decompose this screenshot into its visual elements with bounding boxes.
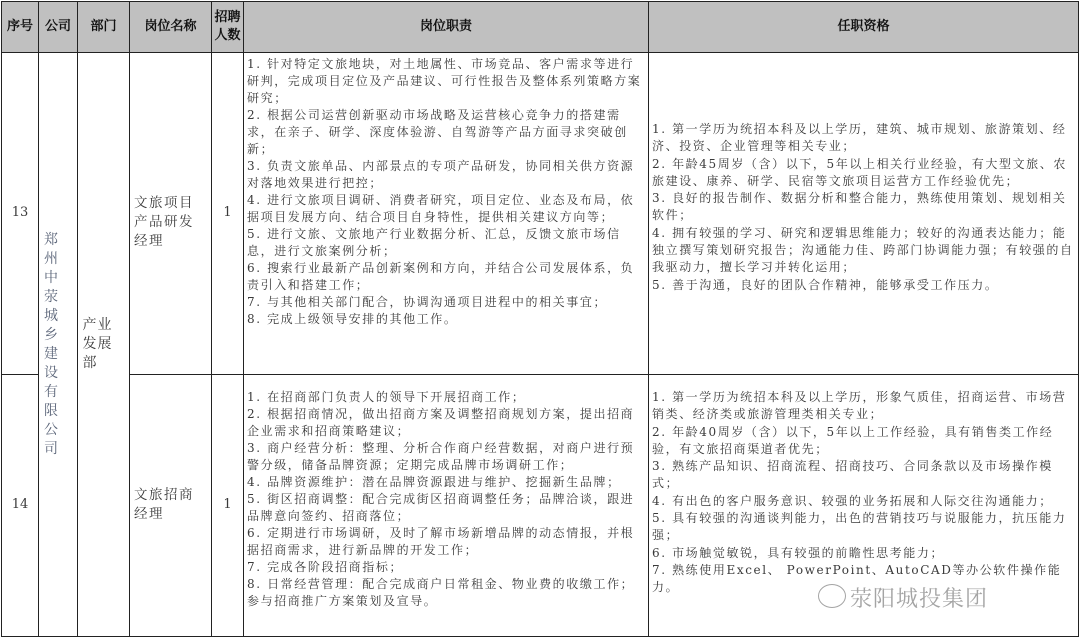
duty-item: 1. 针对特定文旅地块，对土地属性、市场竞品、客户需求等进行研判，完成项目定位及产品建议、可行性报告及整体系列策略方案研究；: [247, 57, 642, 105]
requirement-item: 6. 市场触觉敏锐，具有较强的前瞻性思考能力；: [652, 545, 945, 560]
duty-item: 1. 在招商部门负责人的领导下开展招商工作；: [247, 390, 526, 404]
requirement-item: 7. 熟练使用Excel、 PowerPoint、AutoCAD等办公软件操作能力。: [652, 562, 1062, 595]
table-row: [2, 53, 1079, 375]
duty-item: 5. 进行文旅、文旅地产行业数据分析、汇总，反馈文旅市场信息，进行文旅案例分析；: [247, 227, 621, 258]
table-header-row: [2, 2, 1079, 53]
duty-item: 6. 搜索行业最新产品创新案例和方向，并结合公司发展体系，负责引入和搭建工作；: [247, 261, 635, 292]
requirement-item: 1. 第一学历为统招本科及以上学历，建筑、城市规划、旅游策划、经济、投资、企业管理等相关专业；: [652, 122, 1067, 154]
dept-name: 产业发展部: [82, 317, 113, 371]
requirement-item: 5. 具有较强的沟通谈判能力，出色的营销技巧与说服能力，抗压能力强；: [652, 511, 1067, 543]
duties-cell: [244, 53, 649, 375]
header-requirements: 任职资格: [649, 2, 1079, 53]
position-cell: 文旅招商经理: [130, 375, 212, 637]
duty-item: 2. 根据公司运营创新驱动市场战略及运营核心竞争力的搭建需求，在亲子、研学、深度体验游、自驾游等产品方面寻求突破创新；: [247, 108, 628, 156]
requirement-item: 5. 善于沟通，良好的团队合作精神，能够承受工作压力。: [652, 277, 999, 292]
header-duties: 岗位职责: [244, 2, 649, 53]
header-count: [212, 2, 244, 53]
duty-item: 3. 商户经营分析：整理、分析合作商户经营数据，对商户进行预警分级，储备品牌资源；定期完成品牌市场调研工作；: [247, 441, 635, 472]
requirement-item: 4. 拥有较强的学习、研究和逻辑思维能力；较好的沟通表达能力；能独立撰写策划研究报告；沟通能力佳、跨部门协调能力强；有较强的自我驱动力，擅长学习并转化运用；: [652, 225, 1074, 275]
requirement-item: 1. 第一学历为统招本科及以上学历，形象气质佳，招商运营、市场营销类、经济类或旅游管理类相关专业；: [652, 390, 1067, 422]
duty-item: 3. 负责文旅单品、内部景点的专项产品研发，协同相关供方资源对落地效果进行把控；: [247, 159, 635, 190]
duty-item: 7. 完成各阶段招商指标；: [247, 560, 404, 574]
position-cell: 文旅项目产品研发经理: [130, 53, 212, 375]
header-seq: 序号: [2, 2, 39, 53]
requirement-item: 3. 熟练产品知识、招商流程、招商技巧、合同条款以及市场操作模式；: [652, 459, 1053, 491]
seq-cell: 13: [2, 53, 39, 375]
count-cell: 1: [212, 375, 244, 637]
company-name: 郑州中荥城乡建设有限公司: [44, 231, 60, 457]
company-cell: [39, 53, 78, 637]
duty-item: 6. 定期进行市场调研，及时了解市场新增品牌的动态情报，并根据招商需求，进行新品牌的开发工作；: [247, 526, 635, 557]
duties-cell: [244, 375, 649, 637]
job-table: [1, 1, 1079, 637]
requirement-item: 2. 年龄45周岁（含）以下，5年以上相关行业经验，有大型文旅、农旅建设、康养、研学、民宿等文旅项目运营方工作经验优先；: [652, 156, 1067, 188]
header-count-label: 招聘人数: [214, 10, 241, 43]
duty-item: 2. 根据招商情况，做出招商方案及调整招商规划方案，提出招商企业需求和招商策略建议；: [247, 407, 635, 438]
requirement-item: 2. 年龄40周岁（含）以下，5年以上工作经验，具有销售类工作经验，有文旅招商渠道者优先；: [652, 424, 1054, 456]
header-company: 公司: [39, 2, 78, 53]
header-position: 岗位名称: [130, 2, 212, 53]
duty-item: 8. 完成上级领导安排的其他工作。: [247, 312, 458, 326]
dept-cell: [78, 53, 130, 637]
duty-item: 8. 日常经营管理：配合完成商户日常租金、物业费的收缴工作；参与招商推广方案策划及宣导。: [247, 577, 635, 608]
duty-item: 4. 进行文旅项目调研、消费者研究，项目定位、业态及布局，依据项目发展方向、结合项目自身特性，提供相关建议方向等；: [247, 193, 635, 224]
requirement-item: 3. 良好的报告制作、数据分析和整合能力，熟练使用策划、规划相关软件；: [652, 191, 1067, 223]
duty-item: 4. 品牌资源维护：潜在品牌资源跟进与维护、挖掘新生品牌；: [247, 475, 621, 489]
count-cell: 1: [212, 53, 244, 375]
seq-cell: 14: [2, 375, 39, 637]
header-dept: 部门: [78, 2, 130, 53]
watermark: 荥阳城投集团: [850, 587, 989, 612]
wechat-icon: [818, 584, 846, 608]
duty-item: 7. 与其他相关部门配合，协调沟通项目进程中的相关事宜；: [247, 295, 608, 309]
requirements-cell: [649, 53, 1079, 375]
duty-item: 5. 街区招商调整：配合完成街区招商调整任务；品牌洽谈，跟进品牌意向签约、招商落位；: [247, 492, 635, 523]
requirement-item: 4. 有出色的客户服务意识、较强的业务拓展和人际交往沟通能力；: [652, 493, 1053, 508]
